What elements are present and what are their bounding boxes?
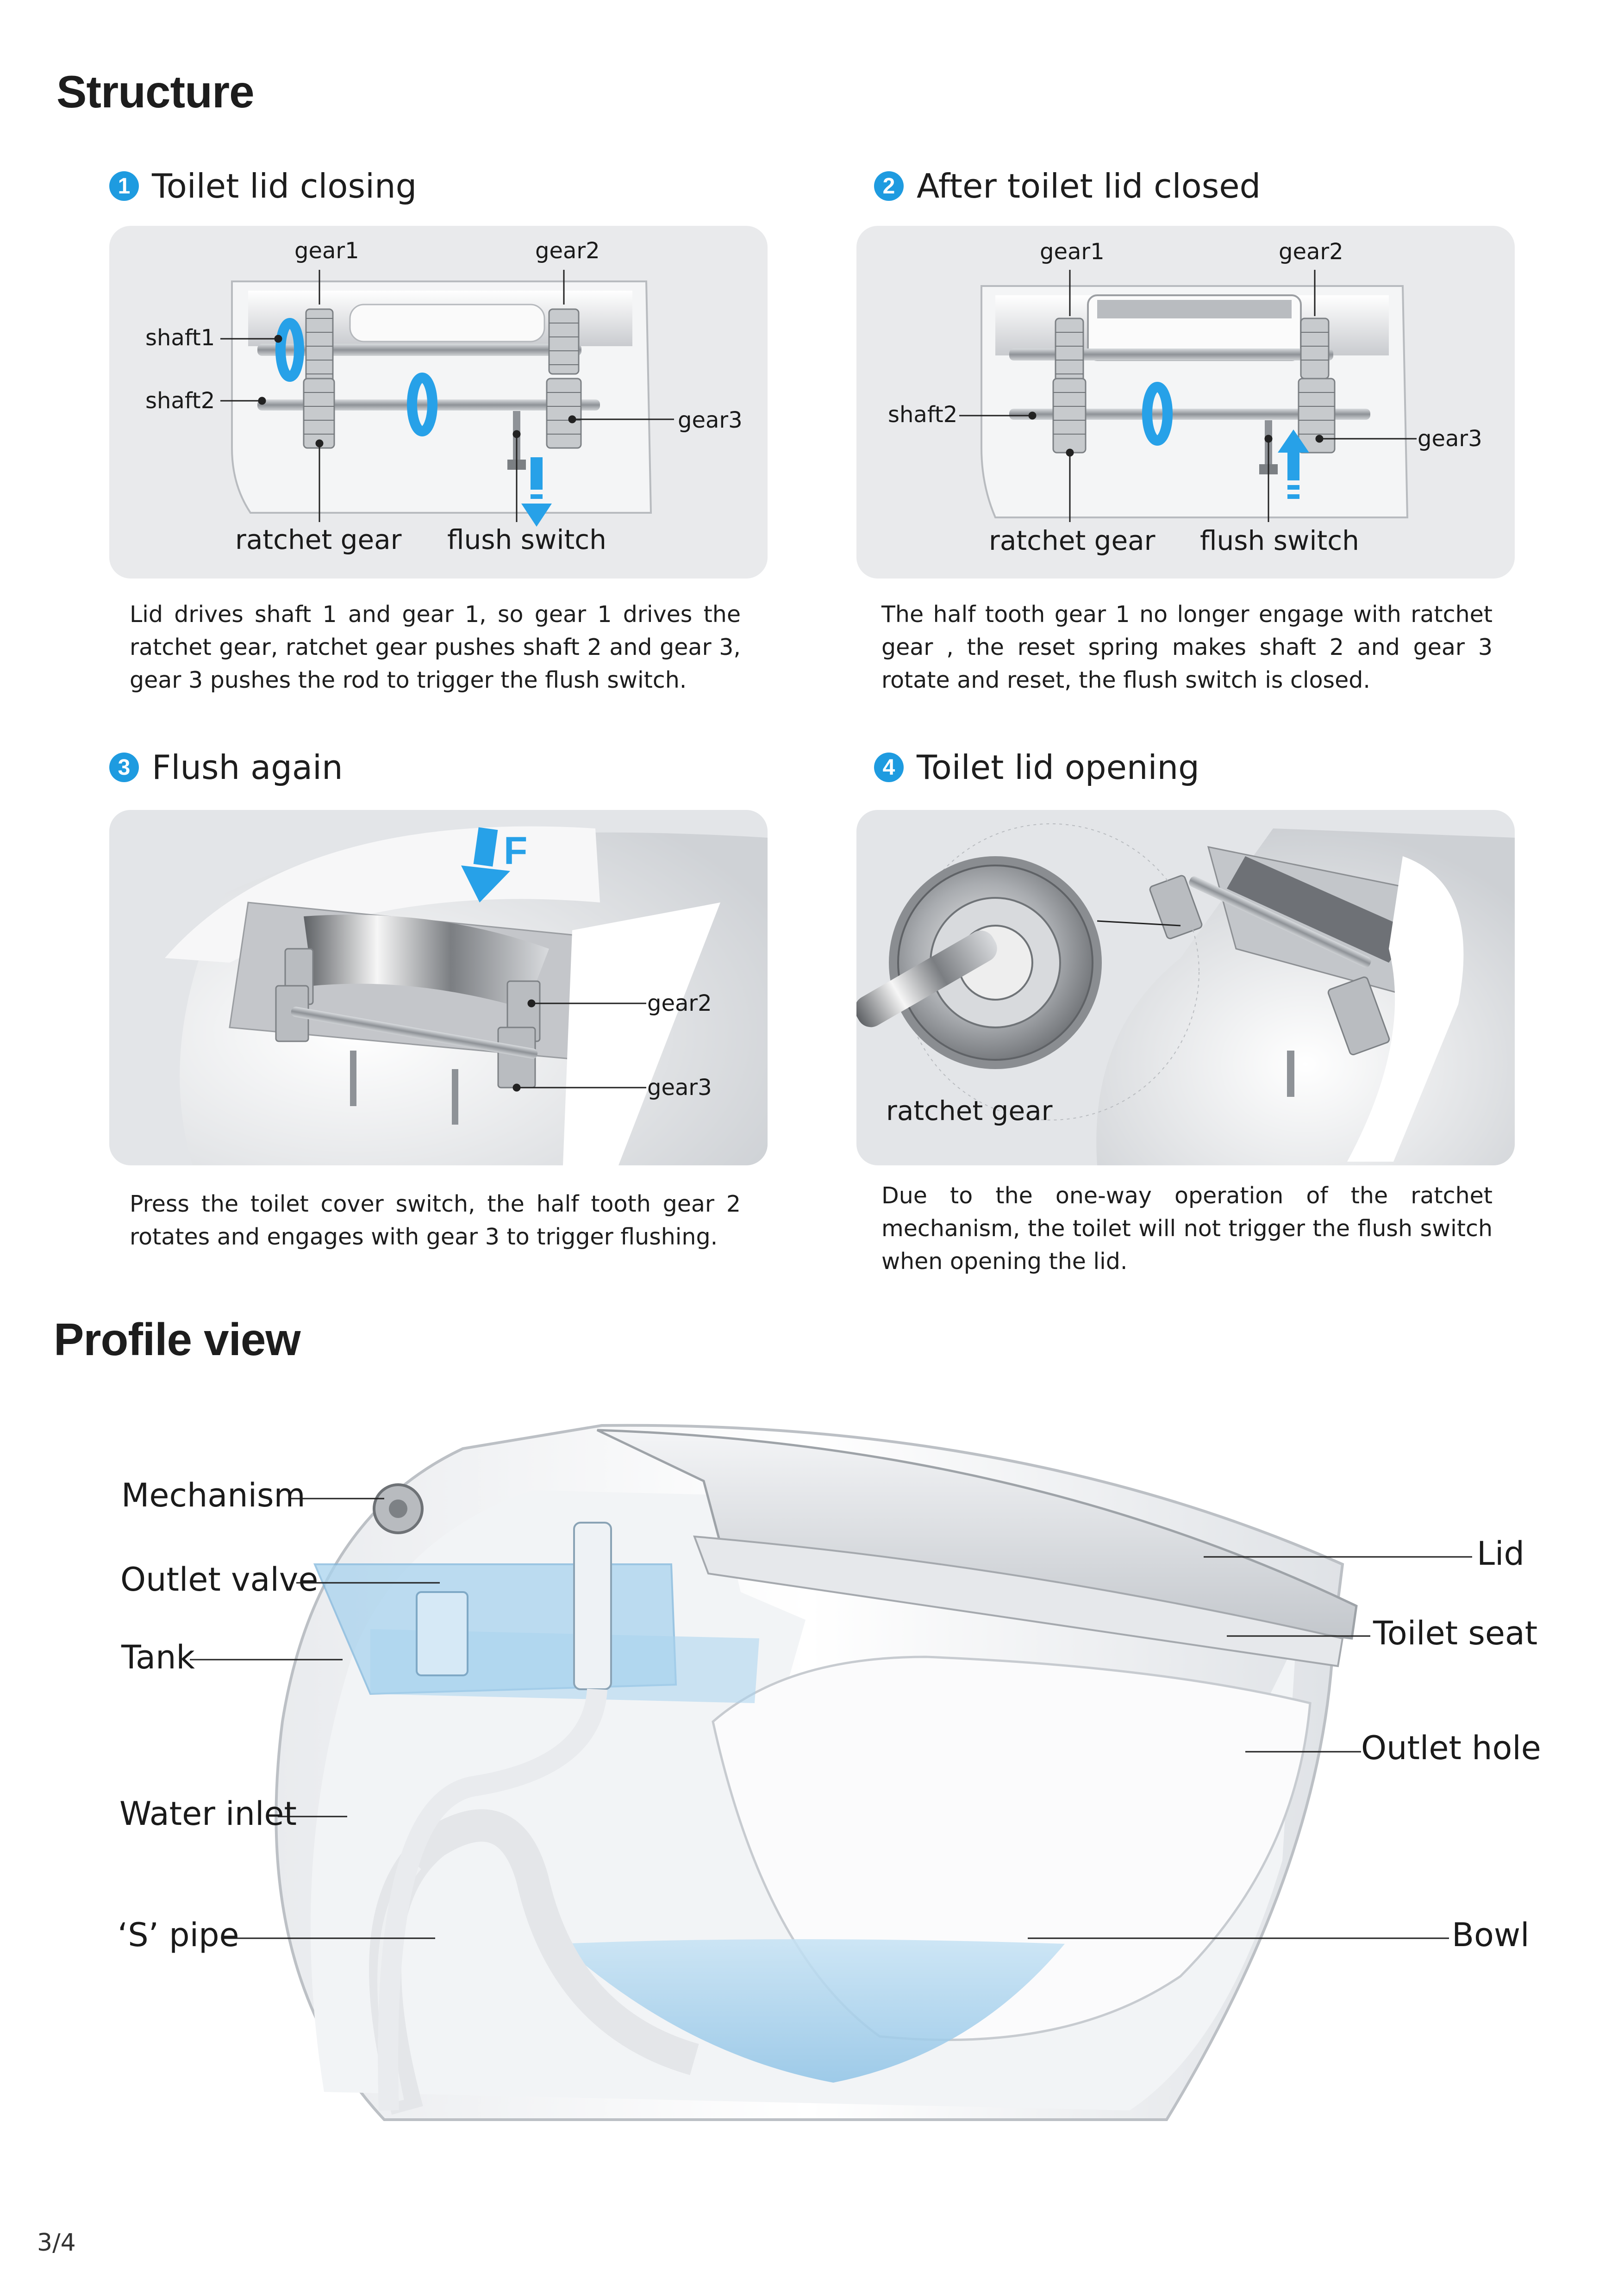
profile-illustration [0, 1398, 1624, 2138]
label-shaft2: shaft2 [888, 402, 958, 428]
label-gear1: gear1 [294, 238, 359, 264]
label-outlet-hole: Outlet hole [1361, 1729, 1541, 1767]
label-ratchet-gear: ratchet gear [989, 525, 1156, 556]
page-number: 3/4 [37, 2229, 76, 2257]
label-shaft2: shaft2 [145, 388, 215, 414]
ratchet-gear-icon [889, 856, 1102, 1069]
label-flush-switch: flush switch [447, 524, 606, 555]
label-flush-switch: flush switch [1200, 525, 1359, 556]
diagram-lid-closed [856, 226, 1515, 579]
label-outlet-valve: Outlet valve [120, 1561, 319, 1599]
section-title-text: Toilet lid closing [152, 167, 417, 205]
label-gear2: gear2 [1279, 239, 1343, 265]
step-number-badge: 3 [109, 753, 139, 782]
structure-heading: Structure [56, 66, 254, 117]
mechanism-gear-icon [374, 1485, 422, 1533]
label-gear1: gear1 [1040, 239, 1105, 265]
label-mechanism: Mechanism [121, 1476, 306, 1514]
label-toilet-seat: Toilet seat [1373, 1614, 1538, 1652]
mechanism-illustration [109, 810, 768, 1165]
section-3-description: Press the toilet cover switch, the half tooth gear 2 rotates and engages with gear 3 to trigger flushing. [130, 1191, 741, 1250]
diagram-flush-again [109, 810, 768, 1165]
label-gear3: gear3 [647, 1075, 712, 1101]
label-gear3: gear3 [1418, 426, 1482, 452]
profile-view-heading: Profile view [54, 1314, 300, 1365]
label-gear2: gear2 [647, 990, 712, 1016]
section-4-title [874, 748, 1199, 787]
diagram-lid-closing [109, 226, 768, 579]
section-title-text: After toilet lid closed [917, 167, 1261, 205]
section-2-title [874, 167, 1261, 205]
section-4-description: Due to the one-way operation of the ratchet mechanism, the toilet will not trigger the flush switch when opening the lid. [881, 1182, 1493, 1275]
section-1-title [109, 167, 417, 205]
label-gear2: gear2 [535, 238, 600, 264]
step-number-badge: 4 [874, 753, 904, 782]
label-bowl: Bowl [1452, 1916, 1530, 1954]
label-gear3: gear3 [678, 407, 743, 433]
label-ratchet-gear: ratchet gear [235, 524, 402, 555]
section-title-text: Toilet lid opening [917, 748, 1199, 787]
label-s-pipe: ‘S’ pipe [118, 1916, 239, 1954]
diagram-lid-opening [856, 810, 1515, 1165]
step-number-badge: 2 [874, 171, 904, 201]
section-1-description: Lid drives shaft 1 and gear 1, so gear 1 drives the ratchet gear, ratchet gear pushes shaft 2 and gear 3, gear 3 pushes the rod to trigger the flush switch. [130, 601, 741, 693]
label-lid: Lid [1477, 1535, 1524, 1573]
section-title-text: Flush again [152, 748, 343, 787]
label-water-inlet: Water inlet [119, 1795, 297, 1833]
label-ratchet-gear: ratchet gear [886, 1095, 1053, 1126]
label-tank: Tank [121, 1638, 195, 1676]
step-number-badge: 1 [109, 171, 139, 201]
section-2-description: The half tooth gear 1 no longer engage with ratchet gear , the reset spring makes shaft 2 and gear 3 rotate and reset, the flush switch is closed. [881, 601, 1493, 693]
force-label: F [504, 829, 528, 872]
section-3-title [109, 748, 343, 787]
label-shaft1: shaft1 [145, 325, 215, 351]
